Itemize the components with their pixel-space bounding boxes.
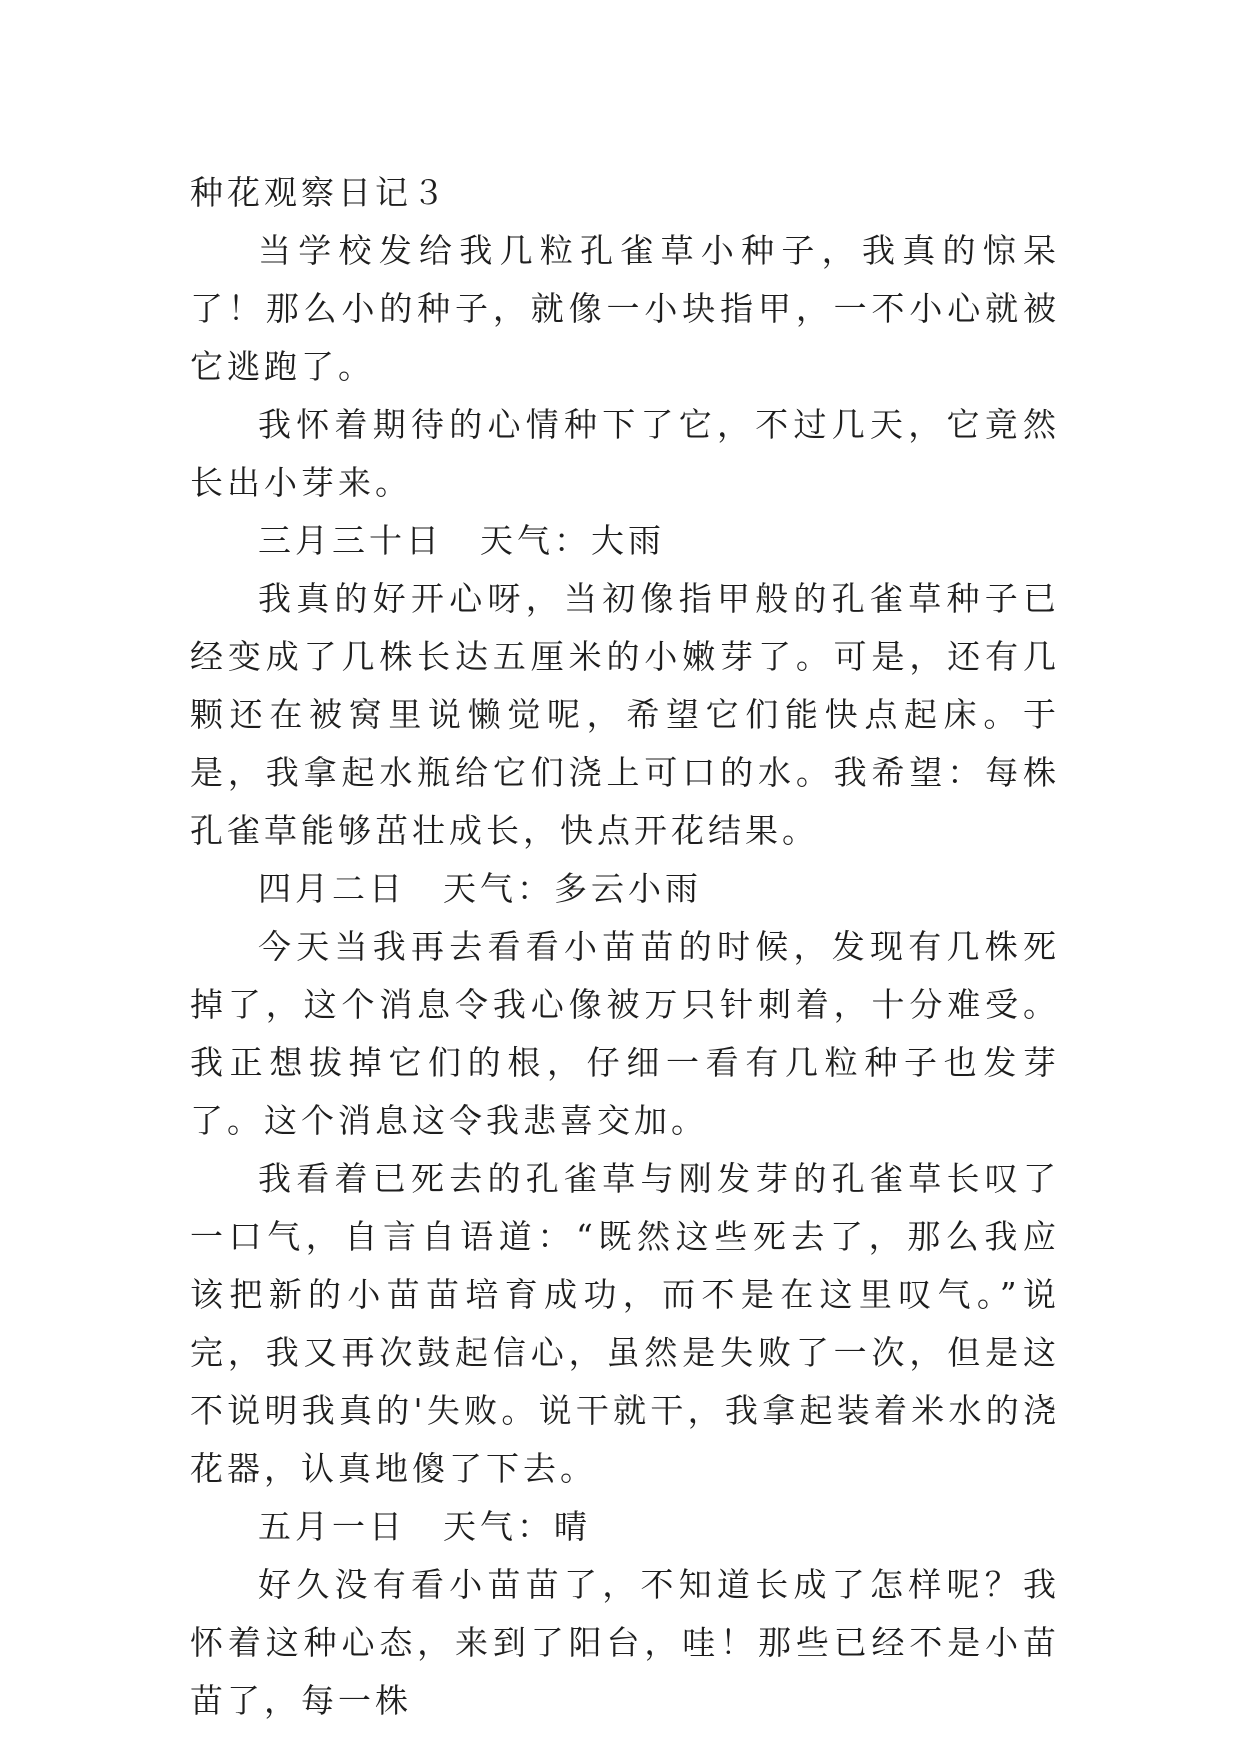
paragraph-may-1: 好久没有看小苗苗了，不知道长成了怎样呢？我怀着这种心态，来到了阳台，哇！那些已经不是小苗苗了，每一株 [190,1565,1060,1720]
entry-heading-may-1: 五月一日 天气：晴 [258,1507,591,1546]
paragraph-april-2-continued: 我看着已死去的孔雀草与刚发芽的孔雀草长叹了一口气，自言自语道：“既然这些死去了，那么我应该把新的小苗苗培育成功，而不是在这里叹气。”说完，我又再次鼓起信心，虽然是失败了一次，但是这不说明我真的'失败。说干就干，我拿起装着米水的浇花器，认真地傻了下去。 [190,1159,1060,1488]
entry-heading-march-30: 三月三十日 天气：大雨 [258,521,665,560]
entry-heading-april-2: 四月二日 天气：多云小雨 [258,869,702,908]
paragraph-march-30: 我真的好开心呀，当初像指甲般的孔雀草种子已经变成了几株长达五厘米的小嫩芽了。可是，还有几颗还在被窝里说懒觉呢，希望它们能快点起床。于是，我拿起水瓶给它们浇上可口的水。我希望：每株孔雀草能够茁壮成长，快点开花结果。 [190,579,1060,850]
paragraph-intro: 当学校发给我几粒孔雀草小种子，我真的惊呆了！那么小的种子，就像一小块指甲，一不小心就被它逃跑了。 [190,231,1060,386]
document-body [190,164,1060,1730]
paragraph-april-2: 今天当我再去看看小苗苗的时候，发现有几株死掉了，这个消息令我心像被万只针刺着，十分难受。我正想拔掉它们的根，仔细一看有几粒种子也发芽了。这个消息这令我悲喜交加。 [190,927,1060,1140]
paragraph-planting: 我怀着期待的心情种下了它，不过几天，它竟然长出小芽来。 [190,405,1060,502]
document-title: 种花观察日记３ [190,173,449,212]
